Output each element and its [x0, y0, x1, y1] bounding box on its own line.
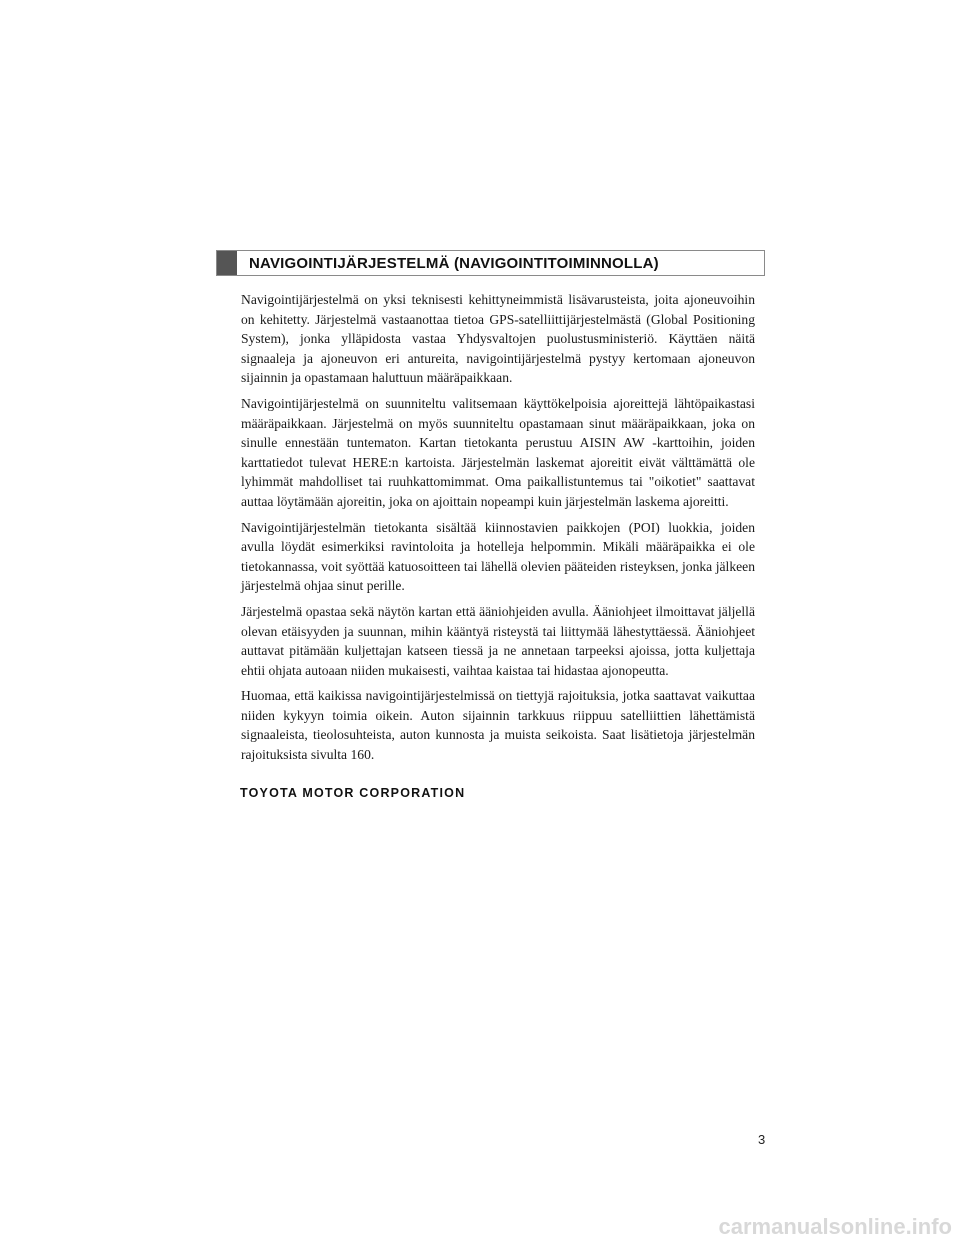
paragraph-intro: Navigointijärjestelmä on yksi teknisesti kehittyneimmistä lisävarusteista, joita ajoneuvoihin on kehitetty. Järjestelmä vastaanottaa tietoa GPS-satelliittijärjestelmästä (Global Positioning System), jonka ylläpidosta vastaa Yhdysvaltojen puolustusministeriö. Käyttäen näitä signaaleja ja ajoneuvon eri antureita, navigointijärjestelmä pystyy kertomaan ajoneuvon sijainnin ja opastamaan haluttuun määräpaikkaan. — [241, 292, 755, 386]
paragraph-poi: Navigointijärjestelmän tietokanta sisältää kiinnostavien paikkojen (POI) luokkia, joiden avulla löydät esimerkiksi ravintoloita ja hotelleja helpommin. Mikäli määräpaikka ei ole tietokannassa, voit syöttää katuosoitteen tai lähellä olevien pääteiden risteyksen, jonka jälkeen järjestelmä ohjaa sinut perille. — [241, 519, 755, 594]
header-accent-block — [217, 251, 237, 275]
paragraph-voice-guidance: Järjestelmä opastaa sekä näytön kartan että ääniohjeiden avulla. Ääniohjeet ilmoittavat jäljellä olevan etäisyyden ja suunnan, mihin kääntyä risteystä tai liittymää lähestyttäessä. Ääniohjeet auttavat pitämään kuljettajan katseen tiessä ja ne annetaan tarpeeksi ajoissa, jotta kuljettaja ehtii ohjata autoaan niiden mukaisesti, vaihtaa kaistaa tai hidastaa ajonopeutta. — [241, 603, 755, 678]
paragraph-limitations: Huomaa, että kaikissa navigointijärjestelmissä on tiettyjä rajoituksia, jotka saattavat vaikuttaa niiden kykyyn toimia oikein. Auton sijainnin tarkkuus riippuu satelliittien lähettämistä signaaleista, tieolosuhteista, auton kunnosta ja muista seikoista. Saat lisätietoja järjestelmän rajoituksista sivulta 160. — [241, 688, 755, 763]
section-title: NAVIGOINTIJÄRJESTELMÄ (NAVIGOINTITOIMINNOLLA) — [249, 255, 659, 272]
page-number: 3 — [758, 1132, 766, 1147]
paragraph-routes: Navigointijärjestelmä on suunniteltu valitsemaan käyttökelpoisia ajoreittejä lähtöpaikastasi määräpaikkaan. Järjestelmä on myös suunniteltu opastamaan sinut määräpaikkaan, joka on sinulle ennestään tuntematon. Kartan tietokanta perustuu AISIN AW -karttoihin, joiden karttatiedot tulevat HERE:n kartoista. Järjestelmän laskemat ajoreitit eivät välttämättä ole lyhimmät mahdolliset tai ruuhkattomimmat. Oma paikallistuntemus tai "oikotiet" saattavat auttaa löytämään ajoreitin, joka on ajoittain nopeampi kuin järjestelmän laskema ajoreitti. — [241, 395, 755, 509]
site-watermark: carmanualsonline.info — [718, 1214, 952, 1239]
section-header — [216, 250, 765, 276]
company-name: TOYOTA MOTOR CORPORATION — [240, 786, 466, 800]
body-text — [241, 290, 755, 771]
